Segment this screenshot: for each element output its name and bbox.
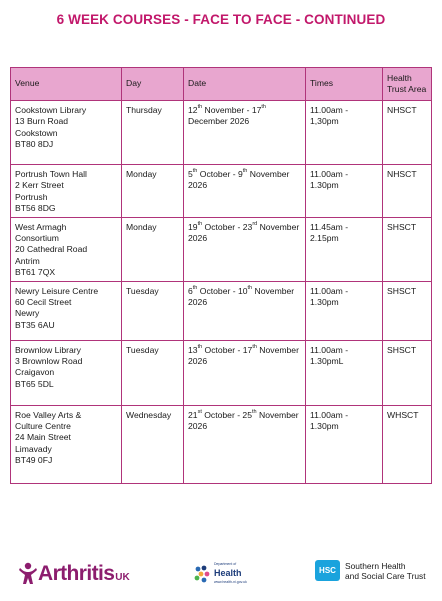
date-end-suffix: th xyxy=(247,284,253,291)
date-end-rest: November 2026 xyxy=(188,221,300,244)
date-start-suffix: th xyxy=(192,284,198,291)
date-end-suffix: th xyxy=(261,104,266,111)
times-line: 1.30pmL xyxy=(310,356,344,367)
venue-cell xyxy=(11,340,122,405)
page-title: 6 WEEK COURSES - FACE TO FACE - CONTINUED xyxy=(56,12,386,27)
footer-logos xyxy=(0,558,442,598)
venue-line: 3 Brownlow Road xyxy=(15,356,83,367)
venue-line: Newry Leisure Centre xyxy=(15,285,99,296)
table-row xyxy=(11,281,432,340)
date-start-rest: October - 25 xyxy=(201,409,252,420)
date-cell xyxy=(184,217,306,281)
date-end-rest: November 2026 xyxy=(188,285,295,308)
doh-health-text: Health xyxy=(214,568,242,578)
date-start-rest: November - 17 xyxy=(202,105,262,115)
venue-line: Limavady xyxy=(15,443,52,454)
times-line: 11.00am - xyxy=(310,344,349,355)
venue-line: Craigavon xyxy=(15,367,55,378)
date-start-day: 19 xyxy=(188,221,198,232)
header-times: Times xyxy=(306,68,383,101)
table-row xyxy=(11,165,432,218)
times-line: 11.00am - xyxy=(310,169,349,179)
day-cell: Tuesday xyxy=(122,340,184,405)
arthritis-uk-suffix: UK xyxy=(115,571,130,583)
day-cell: Monday xyxy=(122,217,184,281)
venue-line: 24 Main Street xyxy=(15,432,71,443)
header-date: Date xyxy=(184,68,306,101)
date-start-suffix: th xyxy=(197,220,203,227)
date-start-suffix: th xyxy=(192,168,198,175)
date-end-suffix: th xyxy=(252,408,257,415)
date-start-rest: October - 23 xyxy=(202,221,253,232)
venue-line: Roe Valley Arts & xyxy=(15,409,82,420)
table-row xyxy=(11,340,432,405)
venue-line: 20 Cathedral Road xyxy=(15,244,88,255)
venue-line: Brownlow Library xyxy=(15,344,81,355)
day-cell: Thursday xyxy=(122,101,184,165)
venue-line: Culture Centre xyxy=(15,421,71,432)
date-start-day: 12 xyxy=(188,105,198,115)
day-cell: Wednesday xyxy=(122,405,184,483)
date-end-rest: November 2026 xyxy=(188,409,299,432)
health-trust-area-cell: SHSCT xyxy=(383,217,432,281)
courses-table xyxy=(10,67,432,484)
date-start-suffix: st xyxy=(197,408,202,415)
table-row xyxy=(11,217,432,281)
arthritis-figure-icon xyxy=(18,562,38,586)
venue-cell xyxy=(11,281,122,340)
hsc-name-line1: Southern Health xyxy=(345,560,406,571)
date-start-rest: October - 9 xyxy=(197,169,243,179)
times-cell xyxy=(306,281,383,340)
times-line: 11.00am - xyxy=(310,285,349,296)
arthritis-wordmark: Arthritis xyxy=(38,562,115,585)
venue-line: Portrush Town Hall xyxy=(15,169,87,179)
venue-line: Cookstown Library xyxy=(15,105,87,115)
venue-cell xyxy=(11,101,122,165)
date-start-rest: October - 10 xyxy=(197,285,248,296)
arthritis-uk-logo xyxy=(18,562,130,586)
date-end-rest: November 2026 xyxy=(188,169,290,191)
day-cell: Tuesday xyxy=(122,281,184,340)
date-end-suffix: th xyxy=(242,168,248,175)
southern-hsc-trust-logo xyxy=(315,560,426,581)
date-start-day: 13 xyxy=(188,344,198,355)
hsc-name-line2: and Social Care Trust xyxy=(345,570,426,581)
health-trust-area-cell: NHSCT xyxy=(383,165,432,218)
hsc-badge-icon: HSC xyxy=(315,560,340,581)
venue-line: BT35 6AU xyxy=(15,319,55,330)
table-header-row xyxy=(11,68,432,101)
venue-line: BT49 0FJ xyxy=(15,455,53,466)
venue-line: BT65 5DL xyxy=(15,378,54,389)
venue-line: Newry xyxy=(15,308,40,319)
venue-cell xyxy=(11,165,122,218)
table-row xyxy=(11,405,432,483)
date-end-suffix: rd xyxy=(252,220,258,227)
venue-line: BT56 8DG xyxy=(15,203,56,214)
header-day: Day xyxy=(122,68,184,101)
venue-cell xyxy=(11,217,122,281)
venue-line: Cookstown xyxy=(15,127,58,138)
venue-cell xyxy=(11,405,122,483)
date-start-suffix: th xyxy=(197,104,203,111)
times-cell xyxy=(306,217,383,281)
times-cell xyxy=(306,340,383,405)
health-trust-area-cell: NHSCT xyxy=(383,101,432,165)
venue-line: 13 Burn Road xyxy=(15,116,69,127)
table-row xyxy=(11,101,432,165)
department-of-health-logo xyxy=(193,560,247,587)
date-cell xyxy=(184,405,306,483)
date-start-day: 6 xyxy=(188,285,193,296)
times-line: 11.45am - xyxy=(310,221,349,232)
date-end-rest: December 2026 xyxy=(188,116,250,127)
day-cell: Monday xyxy=(122,165,184,218)
venue-line: BT80 8DJ xyxy=(15,139,54,150)
times-line: 11.00am - xyxy=(310,105,349,115)
date-cell xyxy=(184,165,306,218)
date-cell xyxy=(184,340,306,405)
date-start-suffix: th xyxy=(197,343,203,350)
date-end-rest: November 2026 xyxy=(188,344,299,367)
venue-line: Portrush xyxy=(15,191,48,202)
times-line: 1,30pm xyxy=(310,116,339,127)
venue-line: BT61 7QX xyxy=(15,267,56,278)
times-line: 1.30pm xyxy=(310,297,339,308)
times-cell xyxy=(306,101,383,165)
times-line: 1.30pm xyxy=(310,421,339,432)
venue-line: Consortium xyxy=(15,233,59,244)
times-line: 11.00am - xyxy=(310,409,349,420)
venue-line: 60 Cecil Street xyxy=(15,297,72,308)
date-start-rest: October - 17 xyxy=(202,344,253,355)
venue-line: 2 Kerr Street xyxy=(15,180,64,191)
date-start-day: 5 xyxy=(188,169,193,179)
date-start-day: 21 xyxy=(188,409,198,420)
health-trust-area-cell: SHSCT xyxy=(383,281,432,340)
times-line: 1.30pm xyxy=(310,180,339,191)
times-cell xyxy=(306,405,383,483)
header-venue: Venue xyxy=(11,68,122,101)
header-health-trust-area: Health Trust Area xyxy=(383,68,432,101)
date-end-suffix: th xyxy=(252,343,257,350)
doh-small-text: Department of xyxy=(214,562,237,566)
times-cell xyxy=(306,165,383,218)
crest-icon xyxy=(193,564,211,584)
date-cell xyxy=(184,101,306,165)
times-line: 2.15pm xyxy=(310,233,339,244)
health-trust-area-cell: WHSCT xyxy=(383,405,432,483)
venue-line: West Armagh xyxy=(15,221,67,232)
doh-url-text: www.health-ni.gov.uk xyxy=(214,580,247,584)
venue-line: Antrim xyxy=(15,255,40,266)
date-cell xyxy=(184,281,306,340)
health-trust-area-cell: SHSCT xyxy=(383,340,432,405)
